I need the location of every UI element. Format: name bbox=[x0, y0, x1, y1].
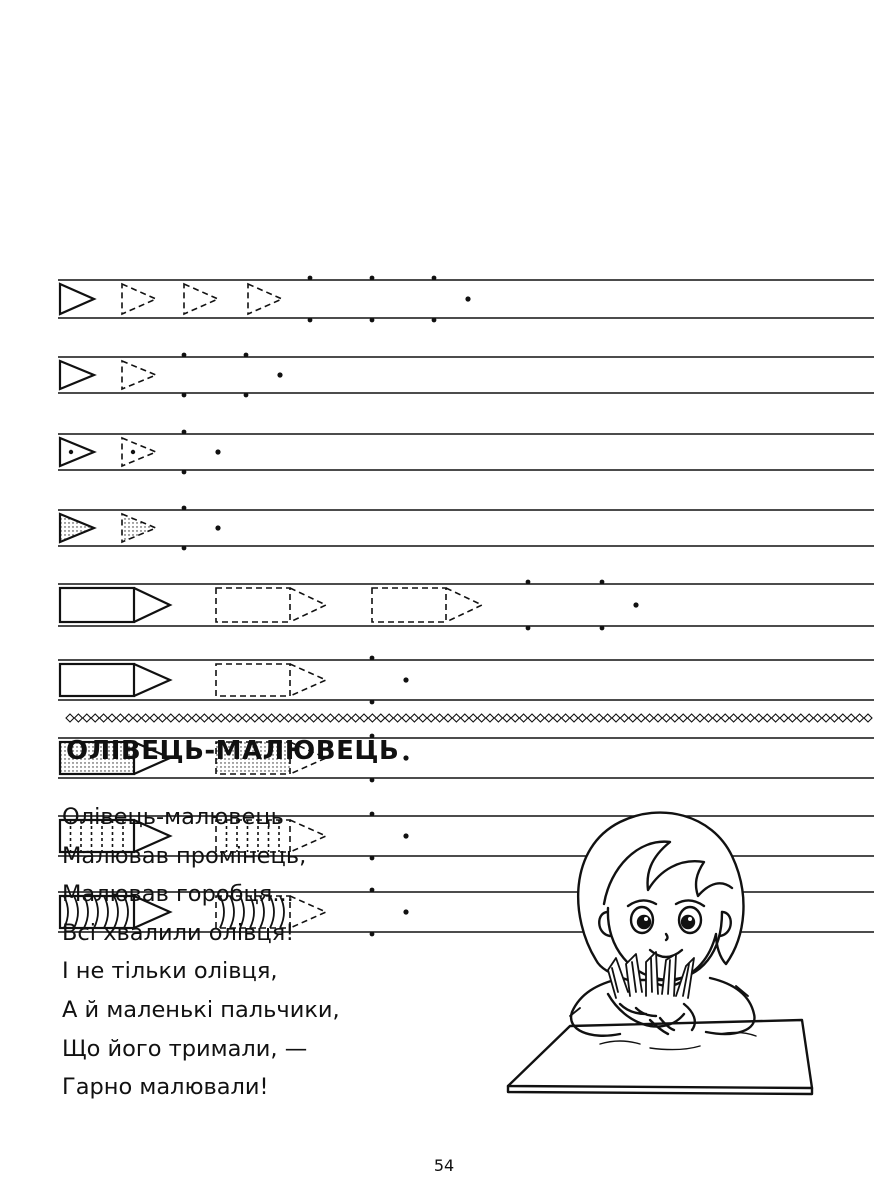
guide-dots bbox=[600, 580, 605, 631]
diamond-mark bbox=[343, 714, 351, 722]
poem bbox=[62, 798, 340, 1107]
diamond-mark bbox=[276, 714, 284, 722]
diamond-mark bbox=[772, 714, 780, 722]
diamond-mark bbox=[536, 714, 544, 722]
girl-head-icon bbox=[578, 813, 743, 980]
diamond-mark bbox=[730, 714, 738, 722]
diamond-mark bbox=[679, 714, 687, 722]
diamond-mark bbox=[713, 714, 721, 722]
diamond-mark bbox=[326, 714, 334, 722]
diamond-divider bbox=[62, 711, 874, 725]
guide-dot bbox=[633, 602, 638, 607]
diamond-mark bbox=[293, 714, 301, 722]
diamond-mark bbox=[100, 714, 108, 722]
diamond-mark bbox=[91, 714, 99, 722]
diamond-mark bbox=[444, 714, 452, 722]
diamond-mark bbox=[259, 714, 267, 722]
guide-dot bbox=[403, 677, 408, 682]
triangle-shape bbox=[60, 284, 94, 314]
tracing-row bbox=[58, 656, 874, 705]
diamond-mark bbox=[184, 714, 192, 722]
diamond-mark bbox=[763, 714, 771, 722]
triangle-shape bbox=[122, 514, 156, 542]
diamond-mark bbox=[200, 714, 208, 722]
diamond-mark bbox=[671, 714, 679, 722]
diamond-mark bbox=[839, 714, 847, 722]
guide-dot bbox=[403, 909, 408, 914]
diamond-mark bbox=[469, 714, 477, 722]
diamond-mark bbox=[461, 714, 469, 722]
diamond-mark bbox=[654, 714, 662, 722]
diamond-mark bbox=[251, 714, 259, 722]
diamond-mark bbox=[520, 714, 528, 722]
poem-line: А й маленькі пальчики, bbox=[62, 996, 340, 1023]
triangle-shape bbox=[60, 361, 94, 389]
girl-with-pencils-illustration bbox=[500, 808, 830, 1108]
poem-line: Малював горобця... bbox=[62, 881, 294, 908]
diamond-mark bbox=[478, 714, 486, 722]
diamond-mark bbox=[284, 714, 292, 722]
poem-line: Олівець-малювець bbox=[62, 804, 284, 830]
diamond-mark bbox=[74, 714, 82, 722]
diamond-mark bbox=[856, 714, 864, 722]
diamond-mark bbox=[217, 714, 225, 722]
diamond-mark bbox=[604, 714, 612, 722]
diamond-mark bbox=[847, 714, 855, 722]
diamond-mark bbox=[242, 714, 250, 722]
diamond-mark bbox=[360, 714, 368, 722]
triangle-shape bbox=[248, 284, 282, 314]
diamond-mark bbox=[385, 714, 393, 722]
guide-dot bbox=[403, 755, 408, 760]
diamond-mark bbox=[234, 714, 242, 722]
tracing-row bbox=[58, 276, 874, 323]
guide-dots bbox=[370, 888, 375, 937]
diamond-mark bbox=[133, 714, 141, 722]
diamond-mark bbox=[410, 714, 418, 722]
guide-dot bbox=[215, 525, 220, 530]
diamond-mark bbox=[688, 714, 696, 722]
diamond-mark bbox=[352, 714, 360, 722]
tracing-row bbox=[58, 580, 874, 631]
diamond-mark bbox=[721, 714, 729, 722]
pencil-shape bbox=[60, 588, 170, 622]
diamond-mark bbox=[562, 714, 570, 722]
diamond-mark bbox=[116, 714, 124, 722]
diamond-mark bbox=[578, 714, 586, 722]
diamond-mark bbox=[125, 714, 133, 722]
triangle-shape bbox=[184, 284, 218, 314]
guide-dots bbox=[526, 580, 531, 631]
diamond-mark bbox=[503, 714, 511, 722]
triangle-shape bbox=[122, 438, 156, 466]
diamond-mark bbox=[175, 714, 183, 722]
diamond-mark bbox=[66, 714, 74, 722]
diamond-mark bbox=[696, 714, 704, 722]
diamond-mark bbox=[301, 714, 309, 722]
diamond-mark bbox=[394, 714, 402, 722]
diamond-mark bbox=[780, 714, 788, 722]
diamond-mark bbox=[822, 714, 830, 722]
guide-dot bbox=[215, 449, 220, 454]
diamond-mark bbox=[595, 714, 603, 722]
tracing-row bbox=[58, 430, 874, 475]
diamond-mark bbox=[226, 714, 234, 722]
diamond-mark bbox=[814, 714, 822, 722]
diamond-mark bbox=[788, 714, 796, 722]
diamond-mark bbox=[209, 714, 217, 722]
section-title: ОЛІВЕЦЬ-МАЛЮВЕЦЬ bbox=[66, 736, 400, 766]
diamond-mark bbox=[570, 714, 578, 722]
diamond-mark bbox=[755, 714, 763, 722]
diamond-mark bbox=[511, 714, 519, 722]
poem-line: Малював промінець, bbox=[62, 842, 307, 869]
poem-line: Всі хвалили олівця! bbox=[62, 919, 295, 946]
guide-dots bbox=[308, 276, 313, 323]
tracing-row bbox=[58, 353, 874, 398]
diamond-mark bbox=[553, 714, 561, 722]
poem-line: Гарно малювали! bbox=[62, 1074, 269, 1101]
diamond-mark bbox=[620, 714, 628, 722]
guide-dots bbox=[244, 353, 249, 398]
diamond-mark bbox=[142, 714, 150, 722]
guide-dots bbox=[370, 276, 375, 323]
diamond-mark bbox=[150, 714, 158, 722]
diamond-mark bbox=[486, 714, 494, 722]
guide-dots bbox=[370, 812, 375, 861]
diamond-mark bbox=[864, 714, 872, 722]
diamond-mark bbox=[587, 714, 595, 722]
diamond-mark bbox=[746, 714, 754, 722]
guide-dot bbox=[403, 833, 408, 838]
pencil-shape bbox=[216, 664, 326, 696]
guide-dots bbox=[182, 353, 187, 398]
diamond-mark bbox=[797, 714, 805, 722]
diamond-mark bbox=[662, 714, 670, 722]
guide-dot bbox=[465, 296, 470, 301]
diamond-mark bbox=[452, 714, 460, 722]
triangle-shape bbox=[122, 284, 156, 314]
triangle-shape bbox=[60, 514, 94, 542]
diamond-mark bbox=[158, 714, 166, 722]
diamond-mark bbox=[419, 714, 427, 722]
diamond-mark bbox=[368, 714, 376, 722]
diamond-mark bbox=[545, 714, 553, 722]
diamond-mark bbox=[167, 714, 175, 722]
diamond-mark bbox=[108, 714, 116, 722]
diamond-mark bbox=[192, 714, 200, 722]
triangle-shape bbox=[122, 361, 156, 389]
diamond-mark bbox=[646, 714, 654, 722]
diamond-mark bbox=[318, 714, 326, 722]
diamond-mark bbox=[377, 714, 385, 722]
pencil-shape bbox=[216, 588, 326, 622]
diamond-mark bbox=[310, 714, 318, 722]
diamond-mark bbox=[83, 714, 91, 722]
diamond-mark bbox=[494, 714, 502, 722]
guide-dots bbox=[432, 276, 437, 323]
diamond-mark bbox=[738, 714, 746, 722]
diamond-mark bbox=[805, 714, 813, 722]
guide-dots bbox=[182, 430, 187, 475]
pencil-shape bbox=[60, 664, 170, 696]
guide-dots bbox=[370, 656, 375, 705]
diamond-mark bbox=[612, 714, 620, 722]
diamond-mark bbox=[436, 714, 444, 722]
diamond-mark bbox=[704, 714, 712, 722]
guide-dots bbox=[182, 506, 187, 551]
guide-dot bbox=[277, 372, 282, 377]
desk-icon bbox=[508, 1020, 812, 1094]
diamond-mark bbox=[335, 714, 343, 722]
diamond-mark bbox=[629, 714, 637, 722]
pencil-shape bbox=[372, 588, 482, 622]
triangle-shape bbox=[60, 438, 94, 466]
diamond-mark bbox=[830, 714, 838, 722]
diamond-mark bbox=[402, 714, 410, 722]
diamond-mark bbox=[268, 714, 276, 722]
tracing-row bbox=[58, 506, 874, 551]
diamond-mark bbox=[637, 714, 645, 722]
diamond-mark bbox=[427, 714, 435, 722]
page-number: 54 bbox=[433, 1156, 455, 1175]
diamond-mark bbox=[528, 714, 536, 722]
poem-line: Що його тримали, — bbox=[62, 1035, 308, 1062]
poem-line: І не тільки олівця, bbox=[62, 958, 278, 985]
